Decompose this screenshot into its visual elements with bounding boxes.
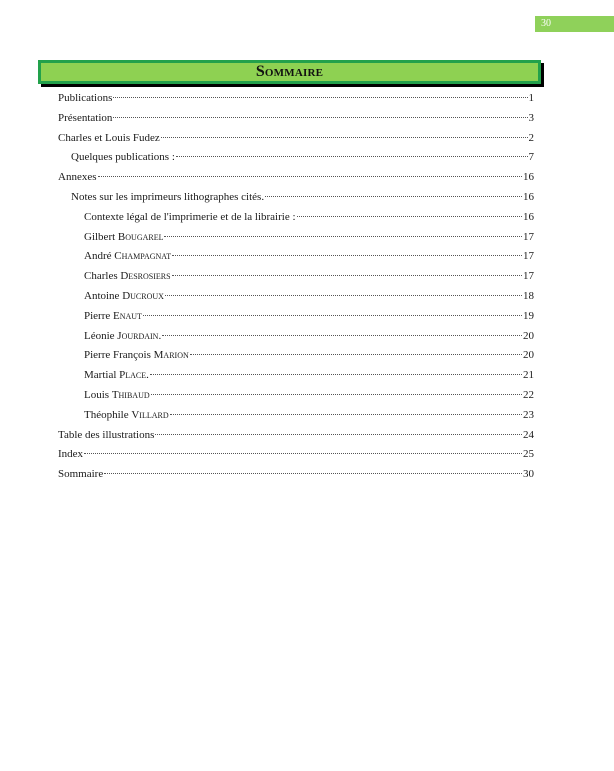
toc-entry[interactable] <box>58 129 534 149</box>
toc-entry-surname: Ducroux <box>122 289 164 302</box>
toc-leader-dots <box>155 433 522 435</box>
toc-entry[interactable] <box>58 426 534 446</box>
toc-entry-surname: Jourdain. <box>117 329 162 342</box>
toc-entry[interactable] <box>58 208 534 228</box>
toc-entry-label: Annexes <box>58 171 97 184</box>
toc-entry-page: 16 <box>523 171 534 184</box>
toc-leader-dots <box>143 314 522 316</box>
toc-entry-page: 19 <box>523 309 534 322</box>
toc-entry-page: 25 <box>523 448 534 461</box>
toc-entry-page: 17 <box>523 270 534 283</box>
toc-entry[interactable] <box>58 267 534 287</box>
toc-entry-label: Léonie Jourdain. <box>84 329 162 342</box>
toc-leader-dots <box>172 254 522 256</box>
toc-entry-surname: Place. <box>119 369 149 382</box>
toc-leader-dots <box>164 235 522 237</box>
toc-entry-label: Présentation <box>58 111 113 124</box>
toc-entry[interactable] <box>58 228 534 248</box>
toc-entry-page: 2 <box>528 131 534 144</box>
toc-entry[interactable] <box>58 247 534 267</box>
toc-entry-page: 1 <box>528 92 534 104</box>
table-of-contents <box>58 89 534 485</box>
toc-entry-label: Index <box>58 448 84 461</box>
toc-entry[interactable] <box>58 327 534 347</box>
toc-entry[interactable] <box>58 287 534 307</box>
toc-entry-label: Pierre François Marion <box>84 349 189 362</box>
toc-entry-page: 23 <box>523 408 534 421</box>
toc-entry-page: 30 <box>523 468 534 481</box>
toc-entry-surname: Thibaud <box>111 388 150 401</box>
toc-entry[interactable] <box>58 346 534 366</box>
toc-entry-page: 24 <box>523 428 534 441</box>
toc-leader-dots <box>162 334 522 336</box>
toc-entry-page: 18 <box>523 289 534 302</box>
toc-leader-dots <box>113 116 527 118</box>
toc-leader-dots <box>84 452 522 454</box>
toc-entry-surname: Marion <box>153 349 189 362</box>
toc-entry[interactable] <box>58 109 534 129</box>
toc-entry-label: Gilbert Bougarel <box>84 230 164 243</box>
toc-entry-page: 17 <box>523 250 534 263</box>
toc-entry-page: 22 <box>523 388 534 401</box>
toc-entry[interactable] <box>58 406 534 426</box>
toc-entry-surname: Bougarel <box>117 230 164 243</box>
page-number: 30 <box>535 16 614 32</box>
toc-leader-dots <box>190 353 522 355</box>
toc-leader-dots <box>98 175 523 177</box>
toc-leader-dots <box>172 274 522 276</box>
toc-entry-label: Notes sur les imprimeurs lithographes cités. <box>71 190 265 203</box>
toc-leader-dots <box>297 215 522 217</box>
toc-entry[interactable] <box>58 386 534 406</box>
toc-leader-dots <box>161 136 528 138</box>
toc-leader-dots <box>104 472 522 474</box>
toc-leader-dots <box>170 413 522 415</box>
toc-entry-label: Théophile Villard <box>84 408 169 421</box>
toc-entry-label: Antoine Ducroux <box>84 289 164 302</box>
toc-entry-label: Sommaire <box>58 468 104 481</box>
toc-entry-page: 7 <box>528 151 534 164</box>
toc-entry-page: 20 <box>523 329 534 342</box>
toc-entry-surname: Villard <box>131 408 169 421</box>
toc-entry-label: Charles et Louis Fudez <box>58 131 160 144</box>
toc-leader-dots <box>165 294 522 296</box>
toc-entry-page: 21 <box>523 369 534 382</box>
toc-entry-label: Charles Desrosiers <box>84 270 171 283</box>
toc-entry[interactable] <box>58 445 534 465</box>
toc-entry-page: 16 <box>523 210 534 223</box>
toc-entry[interactable] <box>58 366 534 386</box>
page-title: Sommaire <box>38 60 541 84</box>
toc-entry-label: Pierre Enaut <box>84 309 142 322</box>
toc-entry-page: 3 <box>528 111 534 124</box>
toc-entry[interactable] <box>58 465 534 485</box>
toc-leader-dots <box>265 195 522 197</box>
toc-entry-label: André Champagnat <box>84 250 172 263</box>
toc-leader-dots <box>151 393 522 395</box>
toc-leader-dots <box>176 155 528 157</box>
toc-entry-page: 17 <box>523 230 534 243</box>
toc-leader-dots <box>150 373 522 375</box>
toc-entry[interactable] <box>58 188 534 208</box>
toc-entry-label: Quelques publications : <box>71 151 175 164</box>
toc-entry-page: 20 <box>523 349 534 362</box>
toc-entry-surname: Enaut <box>113 309 142 322</box>
toc-entry[interactable] <box>58 89 534 109</box>
toc-entry-page: 16 <box>523 190 534 203</box>
toc-entry-surname: Desrosiers <box>120 270 171 283</box>
toc-entry[interactable] <box>58 307 534 327</box>
toc-entry[interactable] <box>58 148 534 168</box>
toc-entry-label: Louis Thibaud <box>84 388 150 401</box>
toc-entry-label: Table des illustrations <box>58 428 155 441</box>
toc-entry-label: Publications <box>58 92 113 104</box>
toc-entry-label: Contexte légal de l'imprimerie et de la librairie : <box>84 210 296 223</box>
toc-entry-surname: Champagnat <box>114 250 172 263</box>
toc-entry[interactable] <box>58 168 534 188</box>
toc-entry-label: Martial Place. <box>84 369 149 382</box>
toc-leader-dots <box>113 96 527 98</box>
